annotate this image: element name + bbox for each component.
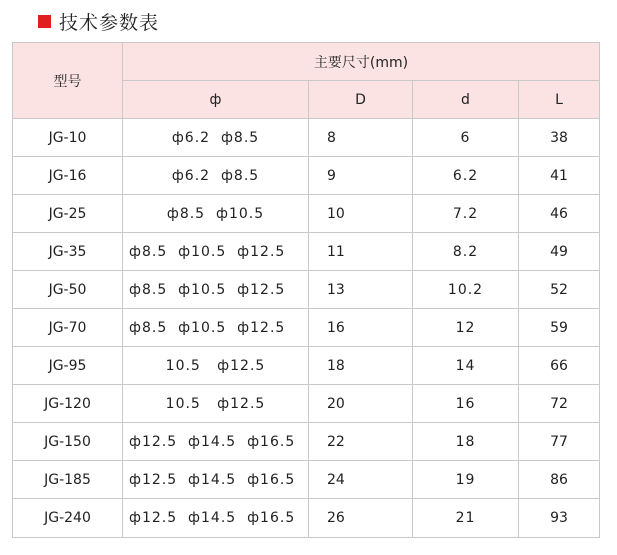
cell-model: JG-25 [13,195,123,233]
cell-d: 19 [413,461,519,499]
cell-D: 26 [309,499,413,537]
cell-L: 59 [519,309,600,347]
cell-phi: ф8.5 ф10.5 ф12.5 [123,233,309,271]
header-main-dimensions: 主要尺寸(mm) [123,43,600,81]
red-square-icon [38,15,51,28]
cell-phi: ф6.2 ф8.5 [123,119,309,157]
cell-L: 72 [519,385,600,423]
cell-model: JG-240 [13,499,123,537]
cell-D: 16 [309,309,413,347]
cell-D: 13 [309,271,413,309]
table-row [13,157,600,195]
cell-phi: ф8.5 ф10.5 ф12.5 [123,271,309,309]
cell-d: 6 [413,119,519,157]
cell-D: 9 [309,157,413,195]
cell-d: 18 [413,423,519,461]
cell-D: 10 [309,195,413,233]
cell-phi: 10.5 ф12.5 [123,347,309,385]
cell-d: 21 [413,499,519,537]
table-row [13,195,600,233]
cell-phi: ф6.2 ф8.5 [123,157,309,195]
cell-L: 86 [519,461,600,499]
table-row [13,347,600,385]
cell-phi: 10.5 ф12.5 [123,385,309,423]
cell-D: 11 [309,233,413,271]
table-row [13,309,600,347]
cell-L: 41 [519,157,600,195]
cell-d: 7.2 [413,195,519,233]
header-d: d [413,81,519,119]
cell-model: JG-35 [13,233,123,271]
cell-D: 24 [309,461,413,499]
header-D: D [309,81,413,119]
cell-model: JG-150 [13,423,123,461]
cell-D: 18 [309,347,413,385]
table-row [13,233,600,271]
cell-L: 66 [519,347,600,385]
cell-model: JG-50 [13,271,123,309]
cell-D: 8 [309,119,413,157]
cell-d: 14 [413,347,519,385]
cell-model: JG-185 [13,461,123,499]
table-row [13,423,600,461]
cell-phi: ф12.5 ф14.5 ф16.5 [123,423,309,461]
cell-L: 49 [519,233,600,271]
cell-d: 6.2 [413,157,519,195]
cell-d: 12 [413,309,519,347]
cell-phi: ф12.5 ф14.5 ф16.5 [123,461,309,499]
cell-model: JG-120 [13,385,123,423]
header-L: L [519,81,600,119]
table-row [13,119,600,157]
cell-phi: ф8.5 ф10.5 ф12.5 [123,309,309,347]
cell-D: 20 [309,385,413,423]
page-title: 技术参数表 [59,11,160,34]
table-row [13,271,600,309]
cell-L: 77 [519,423,600,461]
cell-D: 22 [309,423,413,461]
table-row [13,499,600,537]
cell-phi: ф8.5 ф10.5 [123,195,309,233]
cell-model: JG-95 [13,347,123,385]
cell-L: 38 [519,119,600,157]
cell-model: JG-70 [13,309,123,347]
cell-model: JG-16 [13,157,123,195]
cell-L: 52 [519,271,600,309]
spec-table [12,42,600,538]
cell-model: JG-10 [13,119,123,157]
cell-phi: ф12.5 ф14.5 ф16.5 [123,499,309,537]
header-phi: ф [123,81,309,119]
cell-L: 93 [519,499,600,537]
cell-L: 46 [519,195,600,233]
cell-d: 10.2 [413,271,519,309]
cell-d: 16 [413,385,519,423]
header-model: 型号 [13,43,123,119]
table-row [13,461,600,499]
section-heading [38,8,159,34]
cell-d: 8.2 [413,233,519,271]
table-row [13,385,600,423]
